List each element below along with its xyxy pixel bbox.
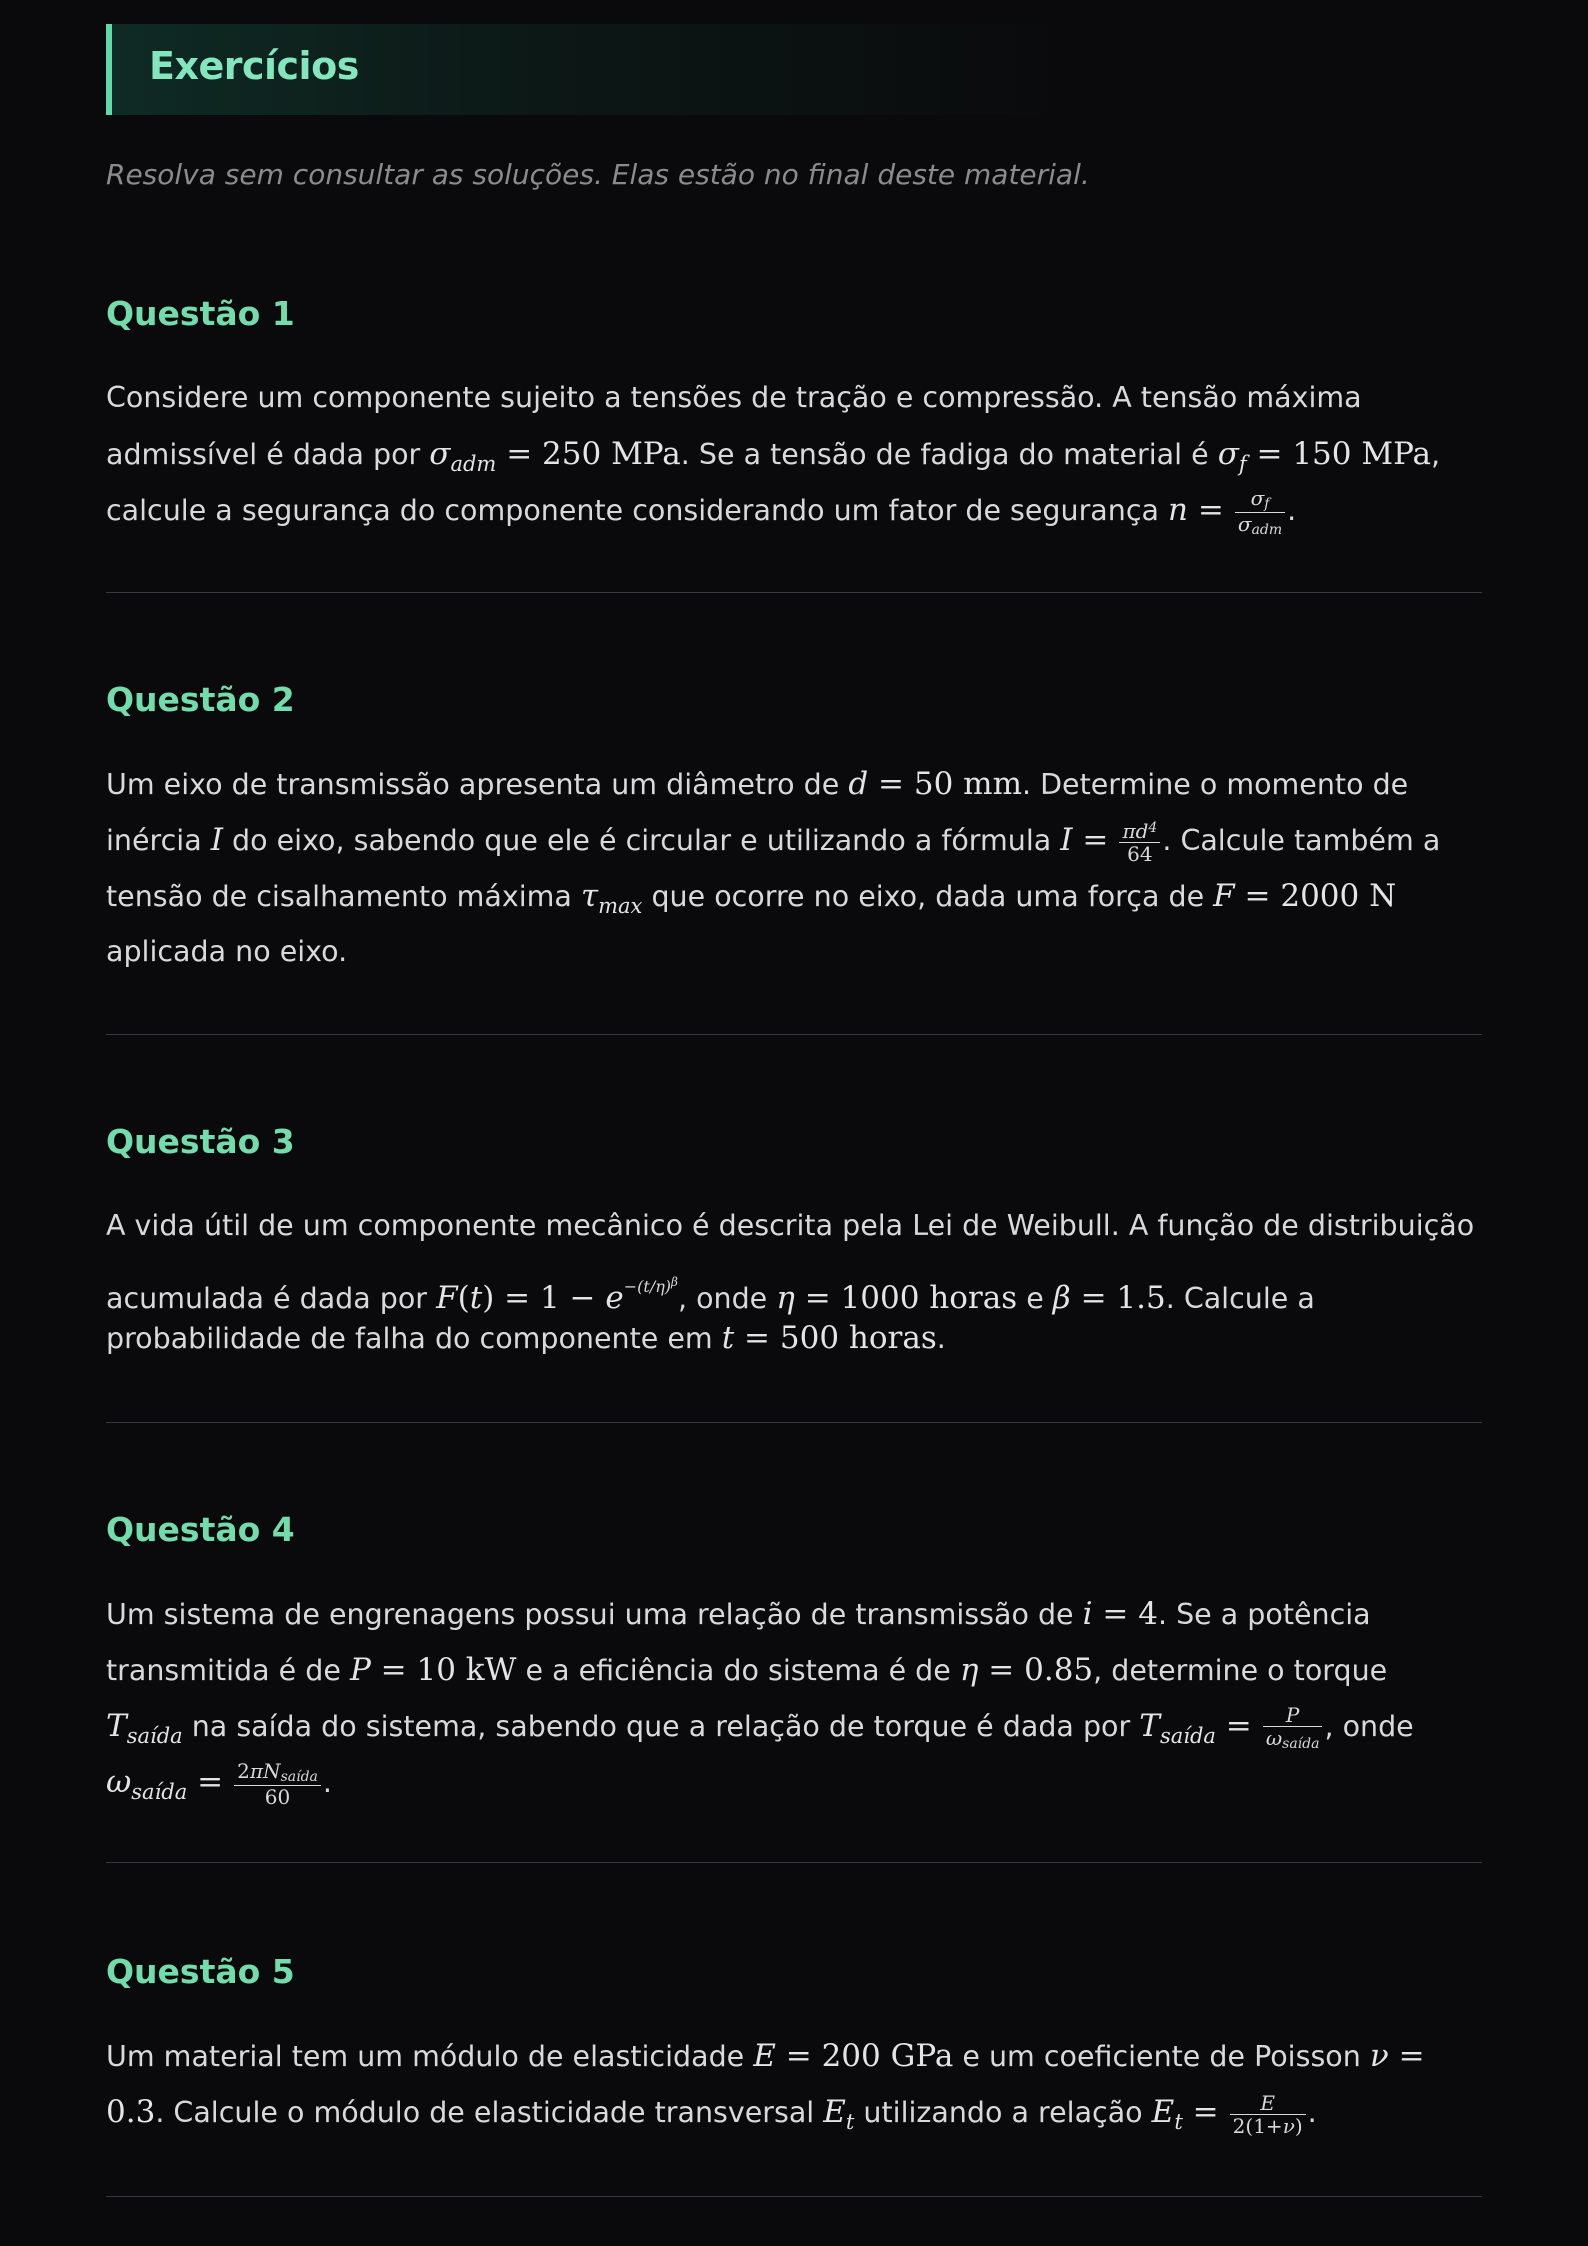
- question-5-title: Questão 5: [106, 1952, 295, 1991]
- separator: [106, 1422, 1482, 1423]
- section-header: [106, 24, 1066, 115]
- question-3-body: A vida útil de um componente mecânico é descrita pela Lei de Weibull. A função de distribuição acumulada é dada por $F(t) = 1 - e^{-(t/\eta)^\beta}$, onde η = 1000 horas e β = 1.5. Calcule a probabilidade de falha do componente em t = 500 horas.: [106, 1209, 1475, 1356]
- intro-note: Resolva sem consultar as soluções. Elas estão no final deste material.: [106, 158, 1090, 191]
- question-4-title: Questão 4: [106, 1510, 295, 1549]
- separator: [106, 1034, 1482, 1035]
- question-3-title: Questão 3: [106, 1122, 295, 1161]
- separator: [106, 1862, 1482, 1863]
- separator: [106, 2196, 1482, 2197]
- question-4-body: Um sistema de engrenagens possui uma relação de transmissão de i = 4. Se a potência transmitida é de P = 10 kW e a eficiência do sistema é de η = 0.85, determine o torque $T_{saída}$ na saída do sistema, sabendo que a relação de torque é dada por $T_{saída}$ = $\frac{P}{\text{ωsaída}}$ , onde $\omega_{saída}$ = $\frac{\text{2πNsaída}}{60}$ .: [106, 1596, 1414, 1809]
- question-2-body: Um eixo de transmissão apresenta um diâmetro de d = 50 mm. Determine o momento de inércia I do eixo, sabendo que ele é circular e utilizando a fórmula I = $\frac{\pi d^4}{64}$ . Calcule também a tensão de cisalhamento máxima $\tau_{max}$ que ocorre no eixo, dada uma força de F = 2000 N aplicada no eixo.: [106, 766, 1441, 968]
- question-5-body: Um material tem um módulo de elasticidade E = 200 GPa e um coeficiente de Poisson ν = 0.3. Calcule o módulo de elasticidade transversal $E_t$ utilizando a relação $E_t$ = $\frac{E}{2(1+\nu)}$ .: [106, 2038, 1425, 2138]
- question-2-title: Questão 2: [106, 680, 295, 719]
- question-1-title: Questão 1: [106, 294, 295, 333]
- question-1-body: Considere um componente sujeito a tensões de tração e compressão. A tensão máxima admissível é dada por $\sigma_{adm} = 250$ MPa. Se a tensão de fadiga do material é $\sigma_f = 150$ MPa, calcule a segurança do componente considerando um fator de segurança n = $\frac{\sigma f}{\text{σadm}}$ .: [106, 381, 1441, 538]
- section-title: Exercícios: [149, 44, 359, 88]
- separator: [106, 592, 1482, 593]
